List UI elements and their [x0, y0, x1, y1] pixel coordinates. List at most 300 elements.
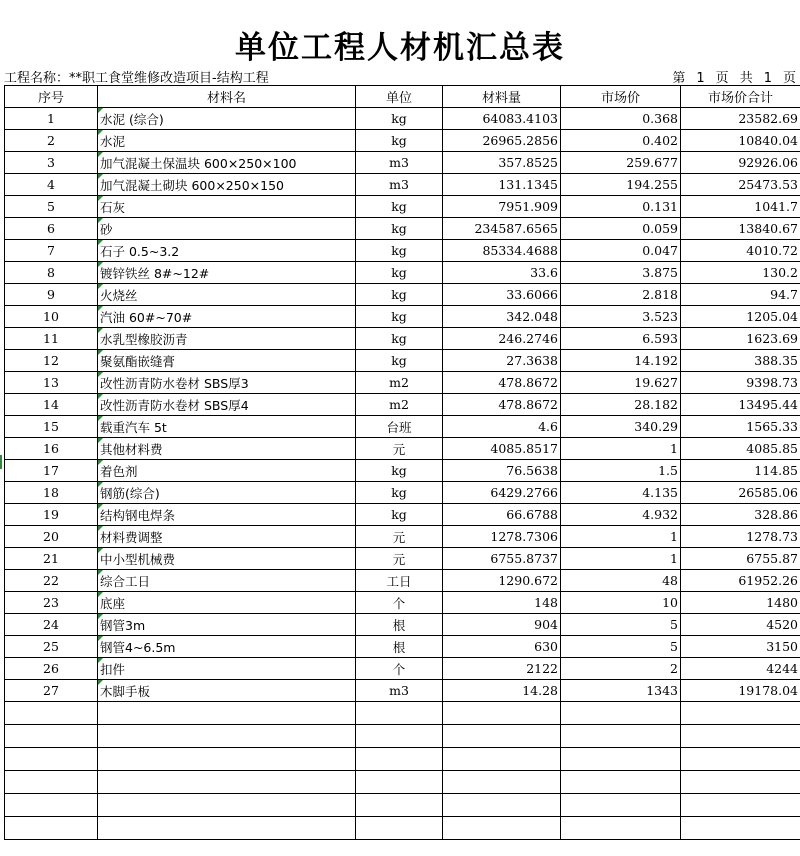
table-row: [5, 482, 800, 504]
empty-cell[interactable]: [98, 725, 356, 748]
cell-material-name[interactable]: [98, 438, 356, 460]
cell-market-price[interactable]: [561, 460, 681, 482]
cell-market-price-text: 6.593: [642, 331, 678, 346]
cell-no-text: 12: [43, 353, 59, 368]
cell-no[interactable]: [5, 658, 98, 680]
cell-market-price[interactable]: [561, 152, 681, 174]
cell-market-total-text: 61952.26: [738, 573, 798, 588]
cell-material-name[interactable]: [98, 306, 356, 328]
table-row: [5, 548, 800, 570]
cell-comment-marker: [98, 482, 103, 487]
cell-market-total[interactable]: [681, 504, 800, 526]
empty-cell[interactable]: [356, 817, 443, 840]
cell-material-name[interactable]: [98, 130, 356, 152]
col-header-price[interactable]: 市场价: [561, 86, 681, 108]
cell-material-name[interactable]: [98, 636, 356, 658]
empty-cell[interactable]: [561, 725, 681, 748]
col-header-no[interactable]: 序号: [5, 86, 98, 108]
cell-material-name-text: 水泥 (综合): [100, 111, 164, 127]
cell-material-name[interactable]: [98, 372, 356, 394]
cell-comment-marker: [98, 460, 103, 465]
cell-no[interactable]: [5, 636, 98, 658]
cell-unit[interactable]: [356, 262, 443, 284]
cell-material-name[interactable]: [98, 196, 356, 218]
cell-market-price[interactable]: [561, 416, 681, 438]
empty-cell[interactable]: [356, 771, 443, 794]
cell-quantity-text: 85334.4688: [482, 243, 558, 258]
cell-material-name[interactable]: [98, 328, 356, 350]
cell-quantity[interactable]: [443, 504, 561, 526]
cell-market-total[interactable]: [681, 416, 800, 438]
cell-market-total[interactable]: [681, 262, 800, 284]
col-header-qty[interactable]: 材料量: [443, 86, 561, 108]
cell-comment-marker: [98, 152, 103, 157]
empty-cell[interactable]: [5, 817, 98, 840]
cell-market-total[interactable]: [681, 284, 800, 306]
cell-market-total[interactable]: [681, 438, 800, 460]
cell-material-name-text: 综合工日: [100, 573, 151, 589]
cell-market-price[interactable]: [561, 592, 681, 614]
empty-cell[interactable]: [681, 725, 800, 748]
cell-comment-marker: [98, 306, 103, 311]
cell-quantity-text: 342.048: [506, 309, 558, 324]
cell-unit[interactable]: [356, 570, 443, 592]
cell-no[interactable]: [5, 218, 98, 240]
cell-comment-marker: [98, 658, 103, 663]
cell-quantity[interactable]: [443, 548, 561, 570]
empty-cell[interactable]: [561, 748, 681, 771]
cell-unit[interactable]: [356, 372, 443, 394]
cell-quantity-text: 66.6788: [506, 507, 558, 522]
cell-no-text: 13: [43, 375, 59, 390]
cell-quantity[interactable]: [443, 636, 561, 658]
cell-market-price-text: 5: [670, 639, 678, 654]
cell-no[interactable]: [5, 306, 98, 328]
cell-no[interactable]: [5, 240, 98, 262]
cell-market-price[interactable]: [561, 438, 681, 460]
cell-comment-marker: [98, 504, 103, 509]
cell-material-name[interactable]: [98, 262, 356, 284]
cell-market-total[interactable]: [681, 306, 800, 328]
cell-market-total-text: 26585.06: [738, 485, 798, 500]
cell-market-price[interactable]: [561, 614, 681, 636]
empty-cell[interactable]: [443, 794, 561, 817]
cell-unit-text: kg: [391, 287, 407, 302]
cell-unit[interactable]: [356, 526, 443, 548]
empty-cell[interactable]: [561, 771, 681, 794]
cell-market-total[interactable]: [681, 614, 800, 636]
cell-no-text: 21: [43, 551, 59, 566]
cell-market-total[interactable]: [681, 636, 800, 658]
cell-no[interactable]: [5, 328, 98, 350]
cell-market-price[interactable]: [561, 482, 681, 504]
cell-market-price[interactable]: [561, 174, 681, 196]
cell-market-total[interactable]: [681, 196, 800, 218]
cell-no[interactable]: [5, 548, 98, 570]
cell-quantity[interactable]: [443, 284, 561, 306]
empty-cell[interactable]: [443, 771, 561, 794]
empty-cell[interactable]: [681, 702, 800, 725]
cell-comment-marker: [98, 284, 103, 289]
cell-market-price[interactable]: [561, 306, 681, 328]
cell-quantity[interactable]: [443, 482, 561, 504]
cell-no[interactable]: [5, 174, 98, 196]
empty-cell[interactable]: [681, 794, 800, 817]
cell-market-price[interactable]: [561, 350, 681, 372]
cell-quantity[interactable]: [443, 240, 561, 262]
cell-no-text: 18: [43, 485, 59, 500]
cell-market-total-text: 1480: [766, 595, 798, 610]
cell-quantity[interactable]: [443, 526, 561, 548]
col-header-unit[interactable]: 单位: [356, 86, 443, 108]
cell-market-total[interactable]: [681, 218, 800, 240]
table-row: [5, 152, 800, 174]
cell-material-name[interactable]: [98, 350, 356, 372]
cell-no[interactable]: [5, 196, 98, 218]
cell-quantity[interactable]: [443, 108, 561, 130]
cell-market-total[interactable]: [681, 658, 800, 680]
cell-material-name[interactable]: [98, 570, 356, 592]
cell-quantity[interactable]: [443, 438, 561, 460]
cell-no[interactable]: [5, 460, 98, 482]
cell-material-name-text: 着色剂: [100, 463, 138, 479]
cell-market-price[interactable]: [561, 526, 681, 548]
cell-quantity[interactable]: [443, 416, 561, 438]
empty-row: [5, 817, 800, 840]
cell-market-total[interactable]: [681, 482, 800, 504]
cell-material-name[interactable]: [98, 284, 356, 306]
cell-quantity[interactable]: [443, 174, 561, 196]
cell-material-name-text: 底座: [100, 595, 126, 611]
page-number: 1: [696, 71, 705, 86]
cell-unit[interactable]: [356, 592, 443, 614]
cell-material-name[interactable]: [98, 108, 356, 130]
cell-quantity-text: 6429.2766: [490, 485, 558, 500]
table-row: [5, 262, 800, 284]
cell-material-name-text: 加气混凝土保温块 600×250×100: [100, 155, 297, 171]
cell-unit[interactable]: [356, 416, 443, 438]
empty-cell[interactable]: [681, 817, 800, 840]
cell-no[interactable]: [5, 614, 98, 636]
empty-cell[interactable]: [98, 702, 356, 725]
cell-unit[interactable]: [356, 240, 443, 262]
cell-market-price-text: 1343: [646, 683, 678, 698]
cell-market-total-text: 1041.7: [754, 199, 798, 214]
cell-material-name[interactable]: [98, 174, 356, 196]
cell-no-text: 8: [47, 265, 55, 280]
cell-market-total[interactable]: [681, 548, 800, 570]
empty-cell[interactable]: [681, 748, 800, 771]
cell-material-name[interactable]: [98, 680, 356, 702]
cell-unit[interactable]: [356, 218, 443, 240]
cell-unit[interactable]: [356, 548, 443, 570]
cell-unit-text: kg: [391, 111, 407, 126]
cell-unit[interactable]: [356, 152, 443, 174]
cell-no[interactable]: [5, 372, 98, 394]
cell-market-total-text: 10840.04: [738, 133, 798, 148]
cell-no-text: 4: [47, 177, 55, 192]
cell-no-text: 6: [47, 221, 55, 236]
cell-market-price-text: 2.818: [642, 287, 678, 302]
cell-market-price-text: 0.059: [642, 221, 678, 236]
cell-quantity[interactable]: [443, 460, 561, 482]
cell-quantity-text: 27.3638: [506, 353, 558, 368]
cell-market-total[interactable]: [681, 680, 800, 702]
cell-market-price[interactable]: [561, 108, 681, 130]
cell-no[interactable]: [5, 504, 98, 526]
cell-market-price[interactable]: [561, 394, 681, 416]
empty-cell[interactable]: [356, 794, 443, 817]
cell-material-name[interactable]: [98, 592, 356, 614]
cell-unit[interactable]: [356, 328, 443, 350]
cell-unit[interactable]: [356, 130, 443, 152]
cell-material-name-text: 石灰: [100, 199, 126, 215]
cell-unit[interactable]: [356, 636, 443, 658]
empty-cell[interactable]: [5, 748, 98, 771]
cell-market-total[interactable]: [681, 526, 800, 548]
cell-material-name-text: 镀锌铁丝 8#~12#: [100, 265, 210, 281]
cell-market-price[interactable]: [561, 372, 681, 394]
cell-market-price[interactable]: [561, 130, 681, 152]
cell-material-name[interactable]: [98, 614, 356, 636]
cell-market-total-text: 23582.69: [738, 111, 798, 126]
cell-unit[interactable]: [356, 284, 443, 306]
empty-cell[interactable]: [98, 794, 356, 817]
cell-unit[interactable]: [356, 394, 443, 416]
cell-quantity[interactable]: [443, 350, 561, 372]
cell-quantity[interactable]: [443, 262, 561, 284]
col-header-name[interactable]: 材料名: [98, 86, 356, 108]
cell-unit-text: 工日: [386, 573, 412, 589]
cell-unit-text: kg: [391, 309, 407, 324]
cell-quantity[interactable]: [443, 680, 561, 702]
cell-no[interactable]: [5, 108, 98, 130]
cell-no[interactable]: [5, 482, 98, 504]
cell-quantity[interactable]: [443, 592, 561, 614]
cell-material-name[interactable]: [98, 152, 356, 174]
cell-material-name[interactable]: [98, 240, 356, 262]
cell-unit[interactable]: [356, 196, 443, 218]
empty-cell[interactable]: [5, 771, 98, 794]
cell-market-total[interactable]: [681, 174, 800, 196]
cell-market-total[interactable]: [681, 152, 800, 174]
cell-quantity[interactable]: [443, 372, 561, 394]
cell-market-price[interactable]: [561, 284, 681, 306]
cell-quantity-text: 14.28: [522, 683, 558, 698]
table-row: [5, 240, 800, 262]
empty-cell[interactable]: [356, 725, 443, 748]
cell-market-total[interactable]: [681, 394, 800, 416]
cell-unit[interactable]: [356, 504, 443, 526]
cell-quantity[interactable]: [443, 570, 561, 592]
cell-quantity[interactable]: [443, 130, 561, 152]
empty-cell[interactable]: [443, 725, 561, 748]
cell-material-name[interactable]: [98, 526, 356, 548]
cell-material-name[interactable]: [98, 658, 356, 680]
cell-no[interactable]: [5, 262, 98, 284]
page-label-ye: 页: [715, 71, 729, 86]
cell-quantity[interactable]: [443, 614, 561, 636]
cell-market-total[interactable]: [681, 592, 800, 614]
cell-quantity[interactable]: [443, 328, 561, 350]
cell-material-name[interactable]: [98, 460, 356, 482]
cell-quantity-text: 246.2746: [498, 331, 558, 346]
empty-cell[interactable]: [443, 702, 561, 725]
cell-market-price-text: 4.932: [642, 507, 678, 522]
table-row: [5, 658, 800, 680]
cell-quantity-text: 4.6: [538, 419, 558, 434]
cell-market-price[interactable]: [561, 548, 681, 570]
cell-unit[interactable]: [356, 174, 443, 196]
cell-market-price[interactable]: [561, 680, 681, 702]
cell-no-text: 19: [43, 507, 59, 522]
cell-material-name-text: 水乳型橡胶沥青: [100, 331, 188, 347]
cell-market-price-text: 19.627: [634, 375, 678, 390]
cell-quantity[interactable]: [443, 152, 561, 174]
cell-material-name[interactable]: [98, 218, 356, 240]
empty-cell[interactable]: [98, 817, 356, 840]
cell-material-name-text: 改性沥青防水卷材 SBS厚3: [100, 375, 249, 391]
cell-market-price[interactable]: [561, 658, 681, 680]
cell-no[interactable]: [5, 350, 98, 372]
cell-unit[interactable]: [356, 680, 443, 702]
cell-unit[interactable]: [356, 108, 443, 130]
cell-market-total[interactable]: [681, 460, 800, 482]
cell-no-text: 5: [47, 199, 55, 214]
empty-cell[interactable]: [98, 771, 356, 794]
cell-quantity-text: 904: [534, 617, 558, 632]
cell-no[interactable]: [5, 570, 98, 592]
cell-market-price[interactable]: [561, 218, 681, 240]
table-header-row: [5, 86, 800, 108]
cell-material-name[interactable]: [98, 482, 356, 504]
cell-quantity-text: 630: [534, 639, 558, 654]
cell-comment-marker: [98, 130, 103, 135]
cell-market-price[interactable]: [561, 636, 681, 658]
cell-no[interactable]: [5, 438, 98, 460]
cell-market-price[interactable]: [561, 504, 681, 526]
cell-market-price[interactable]: [561, 196, 681, 218]
cell-material-name[interactable]: [98, 394, 356, 416]
cell-no-text: 7: [47, 243, 55, 258]
cell-no[interactable]: [5, 680, 98, 702]
empty-cell[interactable]: [561, 794, 681, 817]
table-row: [5, 350, 800, 372]
cell-quantity[interactable]: [443, 658, 561, 680]
cell-market-total-text: 1623.69: [746, 331, 798, 346]
cell-quantity[interactable]: [443, 196, 561, 218]
cell-material-name[interactable]: [98, 548, 356, 570]
cell-market-total-text: 1278.73: [746, 529, 798, 544]
cell-material-name[interactable]: [98, 504, 356, 526]
table-body: [5, 108, 800, 840]
empty-cell[interactable]: [5, 794, 98, 817]
cell-unit[interactable]: [356, 350, 443, 372]
cell-quantity[interactable]: [443, 218, 561, 240]
cell-market-price[interactable]: [561, 328, 681, 350]
cell-material-name-text: 木脚手板: [100, 683, 151, 699]
empty-cell[interactable]: [561, 702, 681, 725]
empty-cell[interactable]: [356, 748, 443, 771]
cell-market-total[interactable]: [681, 350, 800, 372]
empty-cell[interactable]: [443, 748, 561, 771]
page-indicator: [661, 67, 796, 86]
cell-unit-text: kg: [391, 243, 407, 258]
cell-market-price-text: 0.368: [642, 111, 678, 126]
cell-unit[interactable]: [356, 658, 443, 680]
table-row: [5, 614, 800, 636]
cell-unit-text: kg: [391, 331, 407, 346]
empty-cell[interactable]: [5, 725, 98, 748]
cell-market-price[interactable]: [561, 240, 681, 262]
cell-unit[interactable]: [356, 460, 443, 482]
cell-unit[interactable]: [356, 482, 443, 504]
cell-unit[interactable]: [356, 614, 443, 636]
cell-material-name-text: 火烧丝: [100, 287, 138, 303]
cell-unit-text: 个: [392, 661, 406, 677]
cell-market-price-text: 1: [670, 551, 678, 566]
cell-market-total-text: 13495.44: [738, 397, 798, 412]
table-row: [5, 196, 800, 218]
cell-market-price[interactable]: [561, 570, 681, 592]
table-row: [5, 218, 800, 240]
cell-no-text: 15: [43, 419, 59, 434]
cell-market-price[interactable]: [561, 262, 681, 284]
cell-comment-marker: [98, 548, 103, 553]
cell-market-total-text: 94.7: [770, 287, 798, 302]
cell-no[interactable]: [5, 592, 98, 614]
cell-quantity-text: 148: [534, 595, 558, 610]
cell-market-total[interactable]: [681, 372, 800, 394]
cell-market-total[interactable]: [681, 240, 800, 262]
cell-no[interactable]: [5, 152, 98, 174]
cell-market-total[interactable]: [681, 328, 800, 350]
empty-cell[interactable]: [356, 702, 443, 725]
cell-unit-text: kg: [391, 199, 407, 214]
cell-no[interactable]: [5, 394, 98, 416]
cell-no[interactable]: [5, 284, 98, 306]
cell-quantity[interactable]: [443, 306, 561, 328]
empty-cell[interactable]: [5, 702, 98, 725]
cell-no[interactable]: [5, 526, 98, 548]
col-header-total[interactable]: 市场价合计: [681, 86, 800, 108]
cell-material-name-text: 砂: [100, 221, 113, 237]
materials-table: [4, 85, 800, 840]
cell-no-text: 20: [43, 529, 59, 544]
empty-cell[interactable]: [561, 817, 681, 840]
cell-quantity[interactable]: [443, 394, 561, 416]
empty-row: [5, 702, 800, 725]
cell-material-name-text: 加气混凝土砌块 600×250×150: [100, 177, 284, 193]
empty-cell[interactable]: [681, 771, 800, 794]
cell-material-name[interactable]: [98, 416, 356, 438]
empty-cell[interactable]: [443, 817, 561, 840]
cell-unit[interactable]: [356, 306, 443, 328]
cell-market-total[interactable]: [681, 570, 800, 592]
cell-quantity-text: 234587.6565: [474, 221, 558, 236]
cell-material-name-text: 载重汽车 5t: [100, 419, 167, 435]
cell-no[interactable]: [5, 416, 98, 438]
cell-market-total[interactable]: [681, 108, 800, 130]
cell-no-text: 25: [43, 639, 59, 654]
cell-comment-marker: [98, 262, 103, 267]
cell-no[interactable]: [5, 130, 98, 152]
empty-cell[interactable]: [98, 748, 356, 771]
cell-unit[interactable]: [356, 438, 443, 460]
table-row: [5, 372, 800, 394]
cell-market-total[interactable]: [681, 130, 800, 152]
cell-quantity-text: 26965.2856: [482, 133, 558, 148]
